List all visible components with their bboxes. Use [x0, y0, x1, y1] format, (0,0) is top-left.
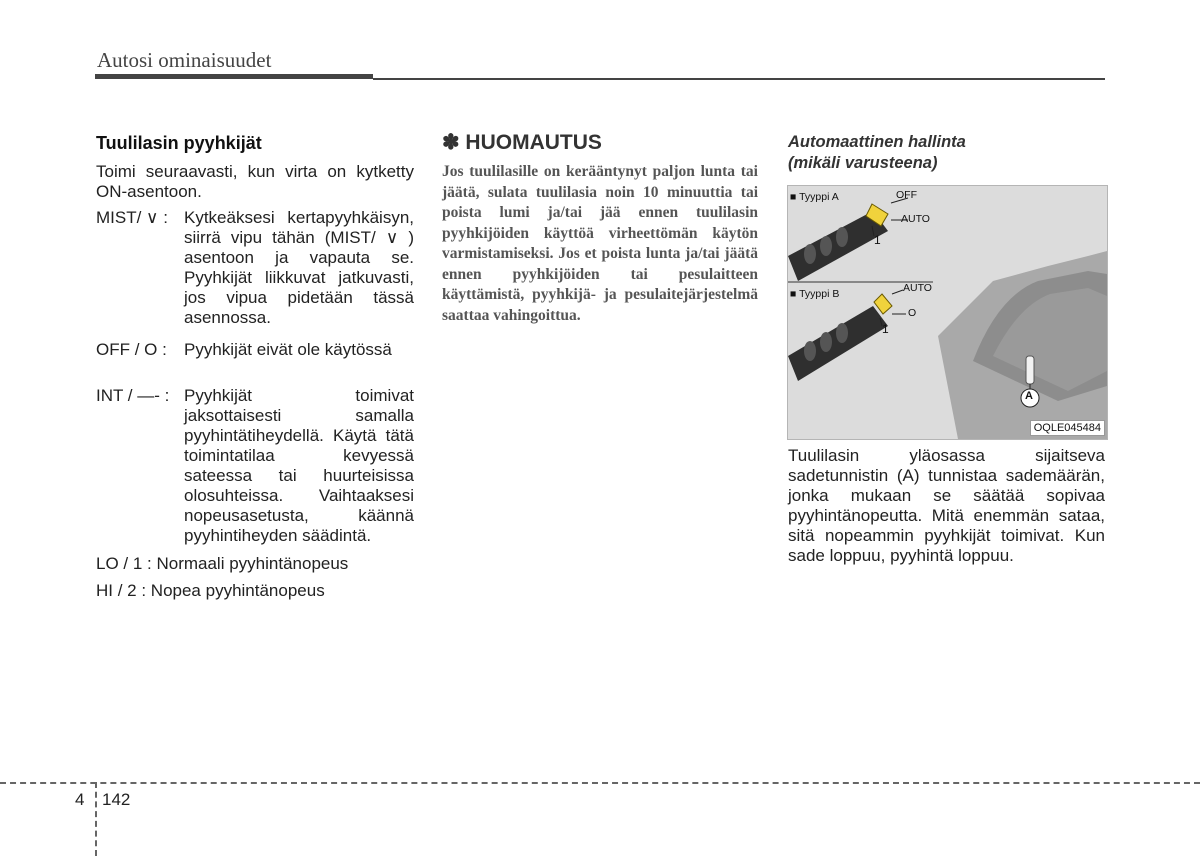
mode-key: INT / —- : [96, 386, 170, 405]
mode-key: MIST/ ∨ : [96, 208, 168, 227]
footer-rule [0, 782, 1200, 784]
figure-b-o-label: O [908, 307, 917, 319]
mode-entry-mist [96, 208, 414, 328]
intro-paragraph: Toimi seuraavasti, kun virta on kytketty ON-asentoon. [96, 162, 414, 201]
rain-sensor-figure [787, 185, 1108, 440]
mode-entry-off [96, 340, 414, 360]
auto-control-title [788, 132, 1088, 174]
figure-type-a-label: ■ Tyyppi A [790, 191, 839, 203]
figure-code: OQLE045484 [1030, 420, 1105, 436]
header-rule-thin [373, 78, 1105, 80]
mode-desc: Kytkeäksesi kertapyyhkäisyn, siirrä vipu tähän (MIST/ ∨ ) asentoon ja vapauta se. Pyyhkijät liikkuvat jatkuvasti, jos vipua pidetään tässä asennossa. [184, 208, 414, 327]
auto-title-line1: Automaattinen hallinta [788, 133, 966, 151]
footer-divider [95, 782, 97, 856]
chapter-number: 4 [75, 790, 85, 809]
figure-a-one-label: 1 [874, 233, 881, 247]
figure-a-off-label: OFF [896, 189, 917, 201]
mode-entry-hi: HI / 2 : Nopea pyyhintänopeus [96, 581, 325, 600]
mode-entry-int [96, 386, 414, 546]
figure-b-one-label: 1 [882, 322, 889, 336]
auto-title-line2: (mikäli varusteena) [788, 154, 938, 172]
figure-sensor-label: A [1025, 390, 1033, 402]
note-title: ✽ HUOMAUTUS [442, 131, 602, 154]
figure-b-auto-label: AUTO [903, 282, 932, 294]
mode-key: OFF / O : [96, 340, 167, 359]
page-header-title: Autosi ominaisuudet [97, 48, 272, 72]
mode-desc: Pyyhkijät toimivat jaksottaisesti samalla pyyhintätiheydellä. Käytä tätä toimintatilaa kevyessä sateessa tai huurteisissa olosuhteissa. Vaihtaaksesi nopeusasetusta, käännä pyyhintiheyden säädintä. [184, 386, 414, 545]
section-title: Tuulilasin pyyhkijät [96, 133, 262, 153]
figure-a-auto-label: AUTO [901, 213, 930, 225]
mode-desc: Pyyhkijät eivät ole käytössä [184, 340, 392, 359]
mode-entry-lo: LO / 1 : Normaali pyyhintänopeus [96, 554, 349, 573]
note-body: Jos tuulilasille on kerääntynyt paljon lunta tai jäätä, sulata tuulilasia noin 10 minuuttia tai poista lumi ja/tai jää ennen tuulilasin pyyhkijöiden käyttöä virheettömän käytön varmistamiseksi. Jos et poista lunta ja/tai jäätä ennen pyyhkijöiden tai pesulaitteen käyttämistä, pyyhkijä- ja pesulaitejärjestelmä saattaa vahingoittua. [442, 163, 758, 324]
page-number: 142 [102, 790, 131, 809]
figure-illustration [788, 186, 1107, 439]
auto-control-body: Tuulilasin yläosassa sijaitseva sadetunnistin (A) tunnistaa sademäärän, jonka mukaan se säätää sopivaa pyyhintänopeutta. Mitä enemmän sataa, sitä nopeammin pyyhkijät toimivat. Kun sade loppuu, pyyhintä loppuu. [788, 446, 1105, 565]
header-rule-thick [95, 74, 373, 79]
figure-type-b-label: ■ Tyyppi B [790, 288, 840, 300]
